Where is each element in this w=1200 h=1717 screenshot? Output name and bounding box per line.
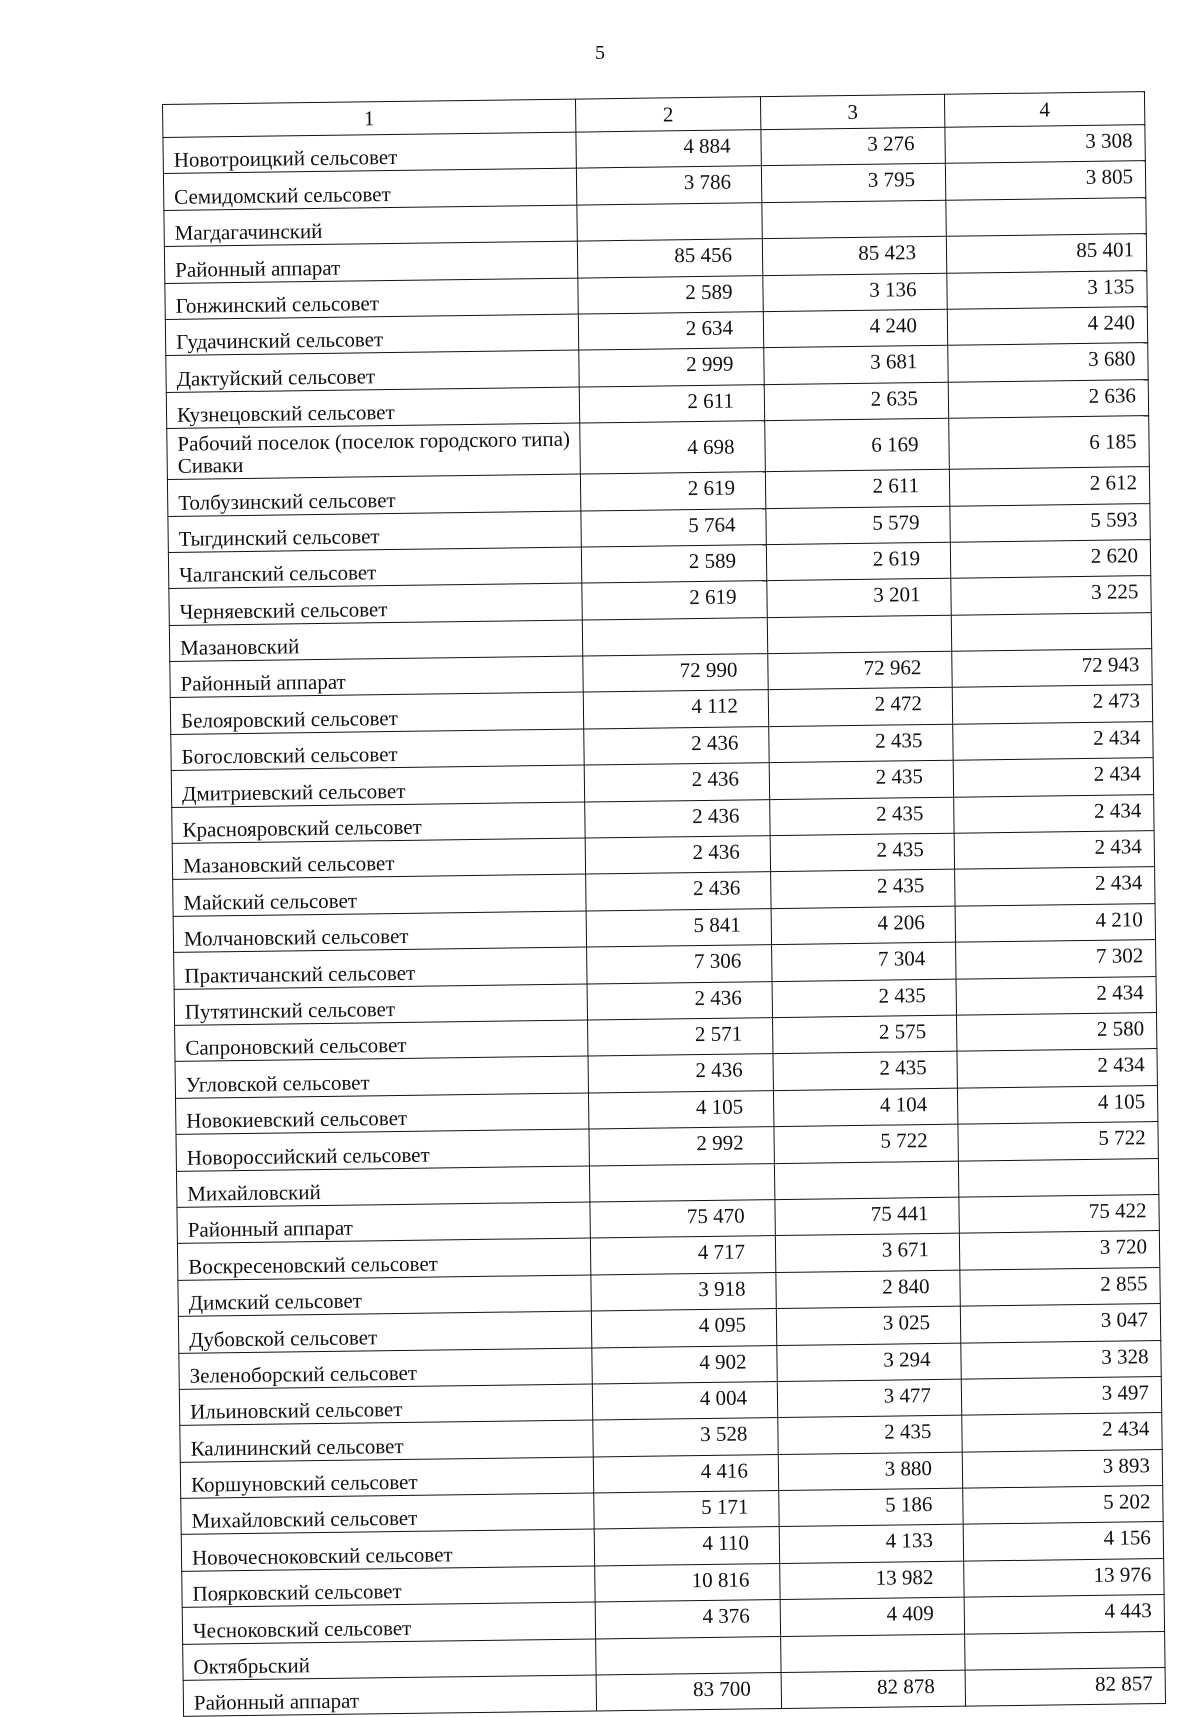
row-name-cell: Семидомский сельсовет [163,168,576,210]
row-value-col4: 3 135 [947,270,1147,309]
row-value-col3: 3 276 [761,127,945,166]
row-name-cell: Краснояровский сельсовет [172,802,585,844]
row-value-col3: 3 477 [777,1379,961,1418]
row-name-cell: Кузнецовский сельсовет [166,387,579,429]
table-body [163,125,1166,1717]
row-value-col3: 2 619 [766,542,950,581]
row-value-col2: 2 436 [584,726,769,765]
row-name-cell: Белояровский сельсовет [170,693,583,735]
row-value-col4: 4 240 [947,307,1147,346]
row-value-col4: 2 855 [960,1267,1160,1306]
row-value-col3: 3 880 [778,1452,962,1491]
page-number: 5 [595,42,605,64]
row-value-col3: 2 435 [778,1415,962,1454]
row-value-col2: 4 902 [592,1345,777,1384]
row-value-col4: 85 401 [946,234,1146,273]
row-value-col4 [965,1631,1165,1670]
row-value-col3 [767,615,951,654]
row-name-cell: Михайловский [176,1166,589,1208]
row-name-cell: Мазановский [169,620,582,662]
row-value-col4: 2 620 [950,540,1150,579]
row-value-col3: 4 104 [773,1088,957,1127]
row-name-cell: Сапроновский сельсовет [175,1020,588,1062]
row-value-col3: 3 671 [775,1233,959,1272]
allocation-table [162,91,1166,1717]
row-name-cell: Практичанский сельсовет [174,947,587,989]
row-name-cell: Мазановский сельсовет [172,838,585,880]
row-value-col3: 2 435 [771,870,955,909]
row-value-col3: 75 441 [775,1197,959,1236]
row-value-col3: 2 435 [769,760,953,799]
row-value-col3: 2 472 [768,688,952,727]
row-value-col4: 3 328 [961,1340,1161,1379]
row-name-cell: Чесноковский сельсовет [182,1602,595,1644]
row-name-cell: Новочесноковский сельсовет [181,1529,594,1571]
row-value-col3: 5 186 [779,1488,963,1527]
row-value-col3: 82 878 [781,1670,965,1709]
row-value-col4: 2 434 [953,721,1153,760]
row-value-col4 [946,197,1146,236]
row-value-col2: 5 764 [581,508,766,547]
row-value-col2: 4 105 [588,1090,773,1129]
row-value-col4: 82 857 [965,1668,1165,1707]
row-value-col2: 2 436 [585,799,770,838]
row-value-col2: 4 884 [576,130,761,169]
row-value-col4: 3 225 [951,576,1151,615]
row-name-cell: Октябрьский [183,1639,596,1681]
row-value-col2 [582,617,767,656]
row-name-cell: Новотроицкий сельсовет [163,132,576,174]
row-name-cell: Магдагачинский [164,205,577,247]
row-name-cell: Дубовской сельсовет [178,1311,591,1353]
row-value-col2: 3 918 [591,1272,776,1311]
row-value-col3: 2 635 [764,382,948,421]
row-value-col2: 75 470 [590,1200,775,1239]
row-value-col4: 2 434 [953,758,1153,797]
row-value-col2: 4 376 [595,1600,780,1639]
row-value-col2: 7 306 [587,945,772,984]
row-name-cell: Чалганский сельсовет [168,547,581,589]
row-value-col4: 3 720 [959,1231,1159,1270]
row-name-cell: Молчановский сельсовет [173,911,586,953]
row-name-cell: Тыгдинский сельсовет [168,511,581,553]
row-name-cell: Угловской сельсовет [175,1056,588,1098]
row-value-col3 [774,1161,958,1200]
row-value-col3: 2 435 [773,1052,957,1091]
row-name-cell: Гонжинский сельсовет [165,278,578,320]
row-value-col2: 2 436 [586,872,771,911]
row-name-cell: Зеленоборский сельсовет [179,1347,592,1389]
row-value-col3: 6 169 [765,418,950,471]
row-name-cell: Димский сельсовет [178,1275,591,1317]
row-value-col3 [781,1634,965,1673]
row-value-col3: 3 795 [761,164,945,203]
row-value-col2: 2 619 [582,581,767,620]
row-value-col3: 2 435 [769,724,953,763]
row-value-col3: 3 294 [777,1343,961,1382]
row-value-col4: 2 580 [956,1013,1156,1052]
row-value-col3: 72 962 [768,651,952,690]
row-value-col4: 5 202 [963,1486,1163,1525]
row-value-col3: 85 423 [762,236,946,275]
row-value-col4: 4 156 [963,1522,1163,1561]
row-name-cell: Поярковский сельсовет [182,1566,595,1608]
row-value-col4: 5 722 [958,1122,1158,1161]
row-value-col4: 3 680 [948,343,1148,382]
row-value-col3: 3 201 [767,579,951,618]
row-name-cell: Толбузинский сельсовет [167,474,580,516]
row-value-col3 [762,200,946,239]
row-value-col4: 2 473 [952,685,1152,724]
row-value-col4: 4 443 [964,1595,1164,1634]
row-value-col3: 2 575 [773,1015,957,1054]
row-value-col3: 4 240 [763,309,947,348]
row-value-col4: 3 805 [945,161,1145,200]
row-value-col2: 4 004 [592,1381,777,1420]
row-name-cell: Ильиновский сельсовет [179,1384,592,1426]
row-value-col2: 3 528 [593,1418,778,1457]
row-value-col4: 3 893 [962,1449,1162,1488]
row-value-col2: 4 698 [580,421,766,474]
row-name-cell: Гудачинский сельсовет [165,314,578,356]
row-value-col2: 2 436 [585,836,770,875]
row-value-col4: 2 612 [949,467,1149,506]
row-value-col2: 2 999 [579,348,764,387]
row-name-cell: Районный аппарат [170,656,583,698]
row-value-col2: 85 456 [577,239,762,278]
row-value-col2 [577,202,762,241]
row-value-col3: 4 409 [780,1597,964,1636]
row-name-cell: Дмитриевский сельсовет [171,765,584,807]
row-value-col2: 2 611 [579,384,764,423]
row-name-cell: Коршуновский сельсовет [180,1457,593,1499]
row-value-col2: 72 990 [583,654,768,693]
row-value-col4: 3 308 [945,125,1145,164]
row-name-cell: Путятинский сельсовет [174,984,587,1026]
row-value-col2: 4 112 [583,690,768,729]
row-value-col2: 4 416 [593,1454,778,1493]
row-name-cell: Рабочий поселок (поселок городского типа) Сиваки [167,423,581,479]
row-value-col2: 2 436 [588,1054,773,1093]
row-value-col4: 3 497 [961,1376,1161,1415]
row-name-cell: Районный аппарат [177,1202,590,1244]
row-value-col4: 2 434 [954,831,1154,870]
row-value-col2 [596,1636,781,1675]
row-value-col3: 4 133 [779,1525,963,1564]
row-value-col3: 5 722 [774,1124,958,1163]
row-value-col3: 2 435 [772,979,956,1018]
column-header-4: 4 [944,92,1144,128]
row-value-col4: 13 976 [964,1558,1164,1597]
row-value-col3: 3 136 [763,273,947,312]
row-name-cell: Новороссийский сельсовет [176,1129,589,1171]
row-name-cell: Воскресеновский сельсовет [177,1238,590,1280]
row-name-cell: Богословский сельсовет [171,729,584,771]
row-value-col2: 2 589 [578,275,763,314]
row-value-col4: 4 105 [957,1085,1157,1124]
row-value-col3: 2 435 [770,797,954,836]
row-value-col2: 2 571 [588,1018,773,1057]
row-value-col3: 3 025 [776,1306,960,1345]
row-value-col4: 7 302 [956,940,1156,979]
row-name-cell: Черняевский сельсовет [169,583,582,625]
row-value-col2: 5 171 [594,1491,779,1530]
document-sheet [162,91,1165,1717]
row-name-cell: Калининский сельсовет [180,1420,593,1462]
row-value-col3: 2 840 [776,1270,960,1309]
row-value-col4: 3 047 [960,1304,1160,1343]
row-name-cell: Районный аппарат [183,1675,596,1717]
row-value-col3: 13 982 [780,1561,964,1600]
row-value-col4 [951,612,1151,651]
row-name-cell: Районный аппарат [164,241,577,283]
row-value-col2: 4 110 [594,1527,779,1566]
row-value-col3: 2 611 [765,469,949,508]
row-value-col3: 3 681 [764,346,948,385]
row-name-cell: Михайловский сельсовет [181,1493,594,1535]
column-header-1: 1 [163,99,576,137]
row-value-col2: 83 700 [596,1673,781,1712]
row-value-col4: 2 434 [957,1049,1157,1088]
row-value-col2: 4 095 [591,1309,776,1348]
row-value-col4: 4 210 [955,903,1155,942]
row-value-col2: 2 992 [589,1127,774,1166]
row-value-col2: 2 436 [587,981,772,1020]
row-value-col4 [958,1158,1158,1197]
row-value-col4: 2 434 [962,1413,1162,1452]
row-value-col2: 2 634 [578,312,763,351]
row-value-col4: 72 943 [952,649,1152,688]
row-value-col4: 2 434 [954,794,1154,833]
row-value-col2: 10 816 [595,1563,780,1602]
column-header-2: 2 [575,97,760,132]
row-value-col4: 6 185 [949,416,1150,470]
row-value-col3: 5 579 [766,506,950,545]
row-value-col2: 2 589 [581,545,766,584]
row-name-cell: Новокиевский сельсовет [176,1093,589,1135]
row-value-col2: 2 436 [584,763,769,802]
row-value-col4: 75 422 [959,1194,1159,1233]
row-value-col4: 2 434 [955,867,1155,906]
row-name-cell: Майский сельсовет [173,874,586,916]
column-header-3: 3 [760,94,944,129]
row-value-col4: 2 636 [948,379,1148,418]
row-value-col3: 7 304 [772,942,956,981]
row-value-col3: 2 435 [770,833,954,872]
row-name-cell: Дактуйский сельсовет [166,350,579,392]
row-value-col2: 3 786 [576,166,761,205]
row-value-col3: 4 206 [771,906,955,945]
row-value-col2: 2 619 [580,472,765,511]
row-value-col2: 5 841 [586,908,771,947]
row-value-col2: 4 717 [590,1236,775,1275]
row-value-col2 [589,1163,774,1202]
row-value-col4: 2 434 [956,976,1156,1015]
row-value-col4: 5 593 [950,503,1150,542]
